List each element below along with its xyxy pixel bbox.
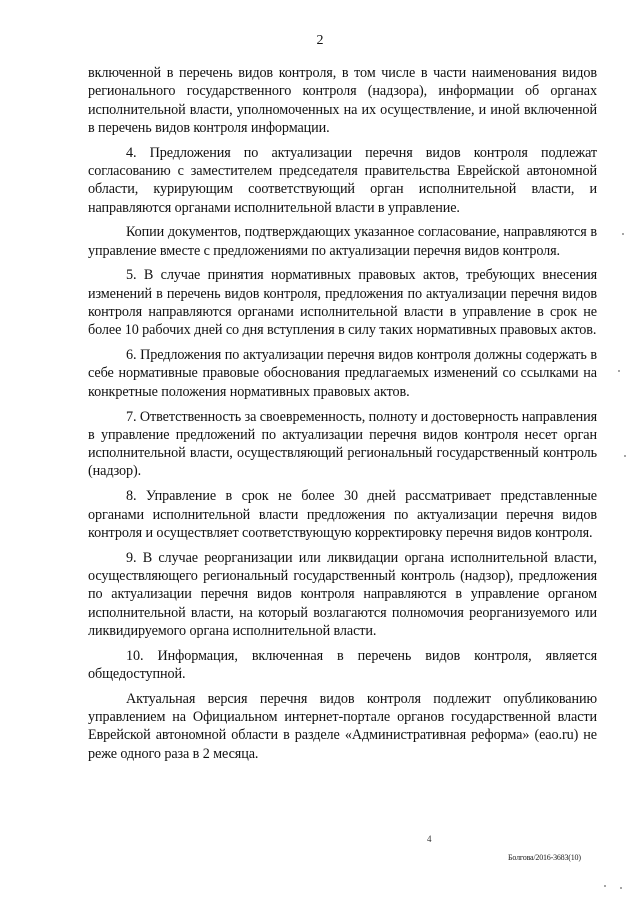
paragraph: включенной в перечень видов контроля, в том числе в части наименования видов регионального государственного контроля (надзора), информации об органах исполнительной власти, уполномоченных на их осуществление, и иной включенной в перечень видов контроля информации. (88, 65, 597, 136)
paragraph: 6. Предложения по актуализации перечня видов контроля должны содержать в себе нормативные правовые обоснования предлагаемых изменений со ссылками на конкретные положения нормативных правовых актов. (88, 347, 597, 400)
page-number: 2 (316, 33, 324, 48)
scan-artifact (622, 233, 624, 235)
scan-artifact (624, 455, 626, 457)
paragraph: 8. Управление в срок не более 30 дней рассматривает представленные органами исполнительной власти предложения по актуализации перечня видов контроля и осуществляет соответствующую корректировку перечня видов контроля. (88, 488, 597, 541)
scan-artifact (620, 887, 622, 889)
document-reference: Болгова/2016-3683(10) (508, 853, 581, 862)
paragraph: 10. Информация, включенная в перечень видов контроля, является общедоступной. (88, 647, 597, 682)
paragraph: 9. В случае реорганизации или ликвидации органа исполнительной власти, осуществляющего региональный государственный контроль (надзор), предложения по актуализации перечня видов контроля направляются в управление органом исполнительной власти, на который возлагаются полномочия реорганизуемого или ликвидируемого органа исполнительной власти. (88, 549, 597, 639)
scan-artifact (604, 885, 606, 887)
paragraph: 5. В случае принятия нормативных правовых актов, требующих внесения изменений в перечень видов контроля, предложения по актуализации перечня видов контроля направляются органами исполнительной власти в управление в срок не более 10 рабочих дней со дня вступления в силу таких нормативных правовых актов. (88, 267, 597, 339)
footer-mark: 4 (427, 834, 432, 844)
paragraph: Актуальная версия перечня видов контроля подлежит опубликованию управлением на Официальном интернет-портале органов государственной власти Еврейской автономной области в разделе «Административная реформа» (eao.ru) не реже одного раза в 2 месяца. (88, 690, 597, 762)
document-body (88, 64, 597, 763)
scan-artifact (618, 370, 620, 372)
paragraph: 7. Ответственность за своевременность, полноту и достоверность направления в управление предложений по актуализации перечня видов контроля несет орган исполнительной власти, осуществляющий региональный государственный контроль (надзор). (88, 408, 597, 480)
paragraph: 4. Предложения по актуализации перечня видов контроля подлежат согласованию с заместителем председателя правительства Еврейской автономной области, курирующим соответствующий орган исполнительной власти, и направляются органами исполнительной власти в управление. (88, 144, 597, 216)
paragraph: Копии документов, подтверждающих указанное согласование, направляются в управление вместе с предложениями по актуализации перечня видов контроля. (88, 224, 597, 259)
